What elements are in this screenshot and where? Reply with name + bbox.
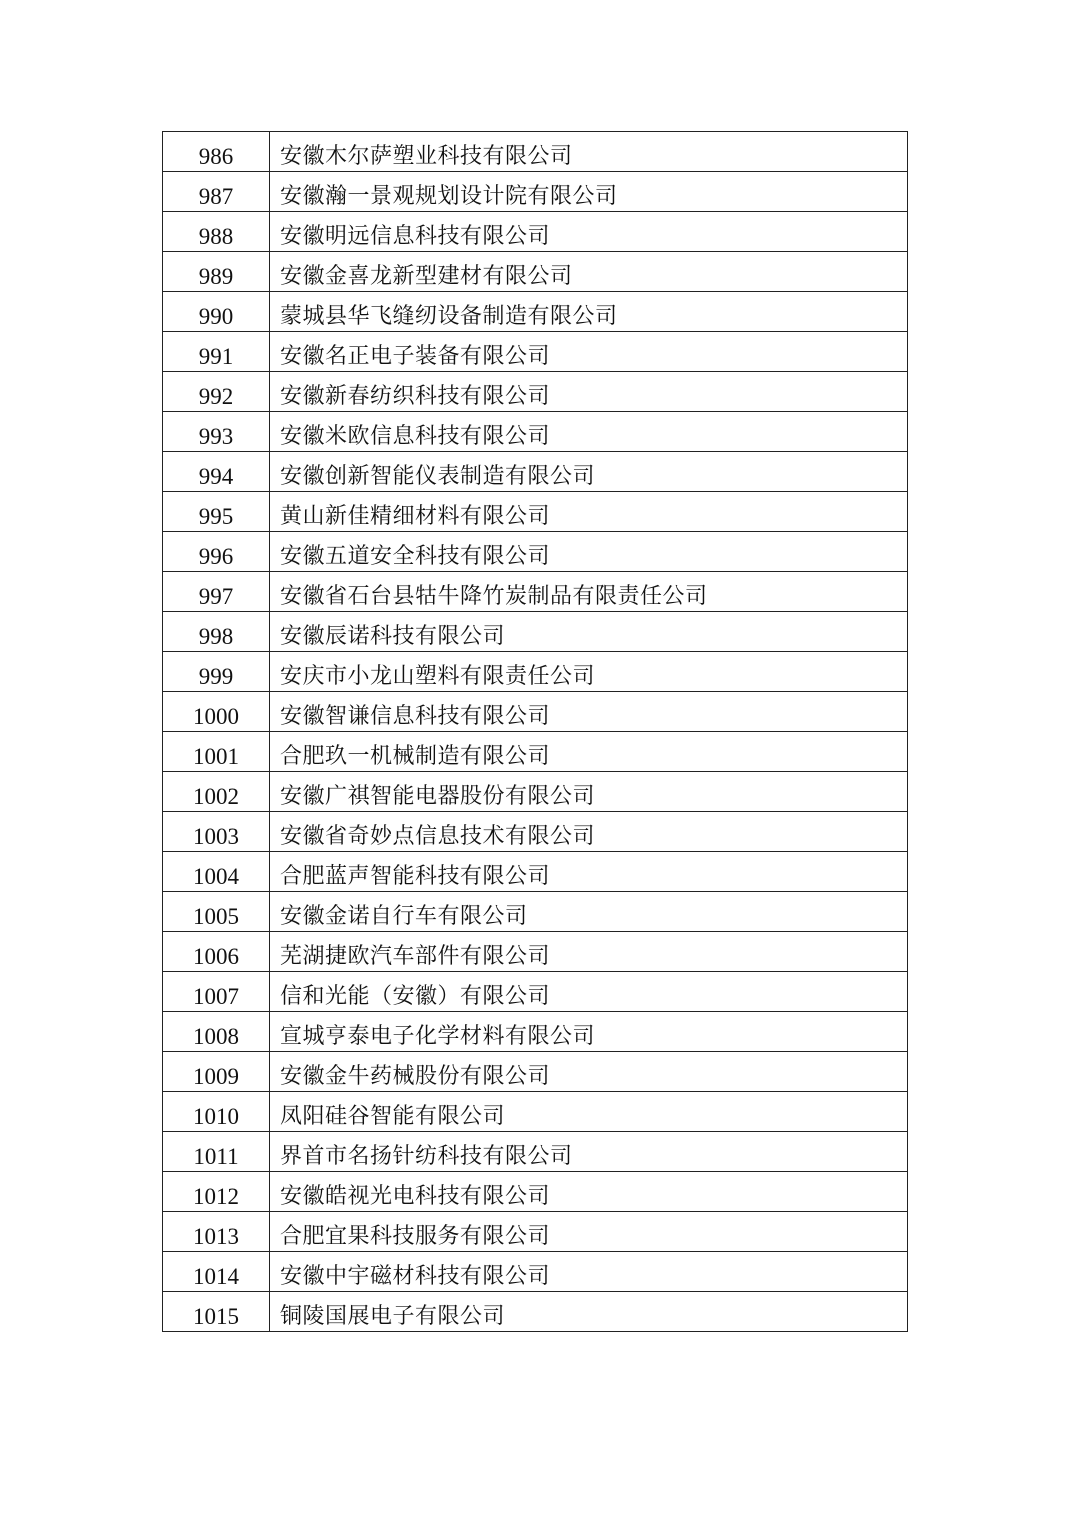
company-name: 合肥玖一机械制造有限公司	[270, 732, 908, 772]
table-row	[163, 1012, 908, 1052]
row-number: 1006	[163, 932, 270, 972]
table-row	[163, 332, 908, 372]
company-name: 安徽金喜龙新型建材有限公司	[270, 252, 908, 292]
company-name: 合肥蓝声智能科技有限公司	[270, 852, 908, 892]
company-name: 安徽中宇磁材科技有限公司	[270, 1252, 908, 1292]
company-name: 宣城亨泰电子化学材料有限公司	[270, 1012, 908, 1052]
company-name: 安徽五道安全科技有限公司	[270, 532, 908, 572]
row-number: 1011	[163, 1132, 270, 1172]
company-name: 合肥宜果科技服务有限公司	[270, 1212, 908, 1252]
company-name: 安徽创新智能仪表制造有限公司	[270, 452, 908, 492]
table-row	[163, 972, 908, 1012]
company-name: 凤阳硅谷智能有限公司	[270, 1092, 908, 1132]
company-name: 安徽智谦信息科技有限公司	[270, 692, 908, 732]
row-number: 1002	[163, 772, 270, 812]
company-name: 安徽米欧信息科技有限公司	[270, 412, 908, 452]
company-list-table	[162, 131, 908, 1332]
table-row	[163, 892, 908, 932]
row-number: 1010	[163, 1092, 270, 1132]
company-name: 蒙城县华飞缝纫设备制造有限公司	[270, 292, 908, 332]
company-name: 黄山新佳精细材料有限公司	[270, 492, 908, 532]
company-name: 安徽新春纺织科技有限公司	[270, 372, 908, 412]
row-number: 1001	[163, 732, 270, 772]
table-row	[163, 212, 908, 252]
table-row	[163, 1052, 908, 1092]
row-number: 1009	[163, 1052, 270, 1092]
row-number: 997	[163, 572, 270, 612]
table-row	[163, 1132, 908, 1172]
company-name: 安徽金诺自行车有限公司	[270, 892, 908, 932]
row-number: 990	[163, 292, 270, 332]
company-name: 安徽瀚一景观规划设计院有限公司	[270, 172, 908, 212]
row-number: 996	[163, 532, 270, 572]
row-number: 998	[163, 612, 270, 652]
row-number: 987	[163, 172, 270, 212]
table-row	[163, 1212, 908, 1252]
row-number: 991	[163, 332, 270, 372]
company-name: 安徽省奇妙点信息技术有限公司	[270, 812, 908, 852]
table-row	[163, 172, 908, 212]
table-row	[163, 1092, 908, 1132]
row-number: 1007	[163, 972, 270, 1012]
row-number: 1014	[163, 1252, 270, 1292]
table-row	[163, 1172, 908, 1212]
row-number: 989	[163, 252, 270, 292]
row-number: 1003	[163, 812, 270, 852]
table-row	[163, 932, 908, 972]
table-row	[163, 732, 908, 772]
row-number: 995	[163, 492, 270, 532]
company-name: 信和光能（安徽）有限公司	[270, 972, 908, 1012]
company-name: 安庆市小龙山塑料有限责任公司	[270, 652, 908, 692]
row-number: 1008	[163, 1012, 270, 1052]
row-number: 994	[163, 452, 270, 492]
company-name: 安徽名正电子装备有限公司	[270, 332, 908, 372]
table-row	[163, 772, 908, 812]
row-number: 992	[163, 372, 270, 412]
table-row	[163, 692, 908, 732]
company-name: 芜湖捷欧汽车部件有限公司	[270, 932, 908, 972]
table-row	[163, 612, 908, 652]
row-number: 1015	[163, 1292, 270, 1332]
company-name: 安徽省石台县牯牛降竹炭制品有限责任公司	[270, 572, 908, 612]
row-number: 988	[163, 212, 270, 252]
table-row	[163, 1292, 908, 1332]
company-name: 安徽广祺智能电器股份有限公司	[270, 772, 908, 812]
table-row	[163, 492, 908, 532]
company-name: 安徽辰诺科技有限公司	[270, 612, 908, 652]
table-row	[163, 812, 908, 852]
row-number: 1013	[163, 1212, 270, 1252]
row-number: 986	[163, 132, 270, 172]
table-row	[163, 372, 908, 412]
row-number: 1000	[163, 692, 270, 732]
row-number: 1005	[163, 892, 270, 932]
row-number: 999	[163, 652, 270, 692]
table-row	[163, 132, 908, 172]
company-name: 安徽金牛药械股份有限公司	[270, 1052, 908, 1092]
table-row	[163, 532, 908, 572]
table-row	[163, 652, 908, 692]
table-row	[163, 412, 908, 452]
company-name: 安徽木尔萨塑业科技有限公司	[270, 132, 908, 172]
table-row	[163, 572, 908, 612]
table-row	[163, 1252, 908, 1292]
company-name: 安徽皓视光电科技有限公司	[270, 1172, 908, 1212]
company-name: 铜陵国展电子有限公司	[270, 1292, 908, 1332]
row-number: 1012	[163, 1172, 270, 1212]
company-list-body	[163, 132, 908, 1332]
table-row	[163, 292, 908, 332]
company-name: 安徽明远信息科技有限公司	[270, 212, 908, 252]
company-name: 界首市名扬针纺科技有限公司	[270, 1132, 908, 1172]
table-row	[163, 452, 908, 492]
row-number: 993	[163, 412, 270, 452]
table-row	[163, 852, 908, 892]
table-row	[163, 252, 908, 292]
row-number: 1004	[163, 852, 270, 892]
